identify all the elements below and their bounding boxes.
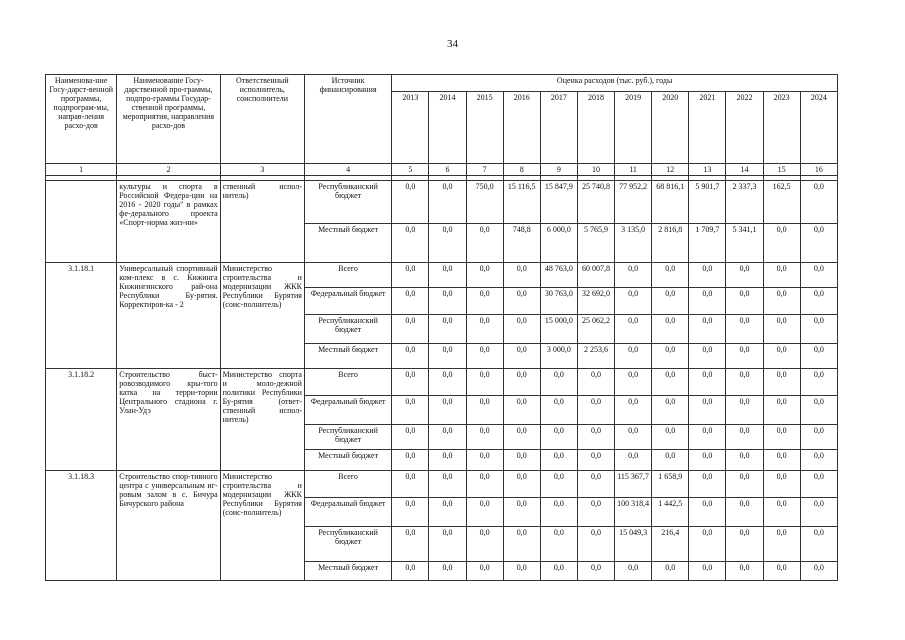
amount-cell: 3 135,0 xyxy=(615,224,652,263)
amount-cell: 0,0 xyxy=(652,288,689,315)
colnum-cell: 5 xyxy=(392,164,429,176)
funding-source: Республиканский бюджет xyxy=(304,315,391,344)
amount-cell: 0,0 xyxy=(689,498,726,527)
measure-code: 3.1.18.2 xyxy=(46,369,117,471)
year-cell: 2017 xyxy=(540,92,577,164)
amount-cell: 0,0 xyxy=(726,369,763,396)
amount-cell: 0,0 xyxy=(429,315,466,344)
colnum-cell: 2 xyxy=(117,164,220,176)
table-row xyxy=(46,263,838,288)
measure-executor: Министерство спорта и моло-дежной политики Республики Бу-рятия (ответ-ственный испол-нитель) xyxy=(220,369,304,471)
amount-cell: 0,0 xyxy=(503,263,540,288)
amount-cell: 0,0 xyxy=(763,344,800,369)
amount-cell: 0,0 xyxy=(392,527,429,562)
amount-cell: 0,0 xyxy=(800,425,837,450)
measure-executor: Министерство строительства и модернизации ЖКК Республики Бурятия (соис-полнитель) xyxy=(220,471,304,581)
amount-cell: 0,0 xyxy=(392,263,429,288)
year-cell: 2019 xyxy=(615,92,652,164)
amount-cell: 0,0 xyxy=(540,498,577,527)
year-cell: 2015 xyxy=(466,92,503,164)
colnum-cell: 10 xyxy=(577,164,614,176)
amount-cell: 0,0 xyxy=(615,315,652,344)
year-cell: 2024 xyxy=(800,92,837,164)
year-cell: 2023 xyxy=(763,92,800,164)
measure-executor: ственный испол-нитель) xyxy=(220,181,304,263)
amount-cell: 0,0 xyxy=(466,527,503,562)
amount-cell: 0,0 xyxy=(429,224,466,263)
amount-cell: 0,0 xyxy=(800,396,837,425)
amount-cell: 0,0 xyxy=(392,396,429,425)
amount-cell: 0,0 xyxy=(763,425,800,450)
funding-source: Федеральный бюджет xyxy=(304,498,391,527)
amount-cell: 0,0 xyxy=(763,471,800,498)
amount-cell: 0,0 xyxy=(689,425,726,450)
colnum-cell: 13 xyxy=(689,164,726,176)
amount-cell: 0,0 xyxy=(615,263,652,288)
amount-cell: 0,0 xyxy=(800,527,837,562)
amount-cell: 0,0 xyxy=(652,450,689,471)
amount-cell: 0,0 xyxy=(429,396,466,425)
amount-cell: 0,0 xyxy=(392,224,429,263)
amount-cell: 0,0 xyxy=(800,263,837,288)
table-row xyxy=(46,181,838,224)
amount-cell: 0,0 xyxy=(466,471,503,498)
amount-cell: 30 763,0 xyxy=(540,288,577,315)
amount-cell: 0,0 xyxy=(763,396,800,425)
colnum-cell: 7 xyxy=(466,164,503,176)
year-cell: 2018 xyxy=(577,92,614,164)
amount-cell: 0,0 xyxy=(392,562,429,581)
amount-cell: 0,0 xyxy=(429,181,466,224)
amount-cell: 0,0 xyxy=(652,315,689,344)
colnum-cell: 6 xyxy=(429,164,466,176)
amount-cell: 0,0 xyxy=(615,288,652,315)
table-body xyxy=(46,75,838,581)
amount-cell: 216,4 xyxy=(652,527,689,562)
amount-cell: 0,0 xyxy=(540,396,577,425)
amount-cell: 0,0 xyxy=(466,369,503,396)
measure-name: Строительство быст-ровозводимого кры-того катка на терри-тории Центрального стадиона г. Улан-Удэ xyxy=(117,369,220,471)
table-row xyxy=(46,369,838,396)
amount-cell: 0,0 xyxy=(615,562,652,581)
amount-cell: 0,0 xyxy=(429,263,466,288)
amount-cell: 0,0 xyxy=(429,562,466,581)
amount-cell: 15 847,9 xyxy=(540,181,577,224)
amount-cell: 60 007,8 xyxy=(577,263,614,288)
amount-cell: 0,0 xyxy=(503,396,540,425)
amount-cell: 0,0 xyxy=(503,562,540,581)
amount-cell: 15 000,0 xyxy=(540,315,577,344)
year-cell: 2013 xyxy=(392,92,429,164)
amount-cell: 0,0 xyxy=(800,450,837,471)
amount-cell: 0,0 xyxy=(503,315,540,344)
amount-cell: 0,0 xyxy=(689,263,726,288)
funding-source: Всего xyxy=(304,471,391,498)
amount-cell: 0,0 xyxy=(726,498,763,527)
amount-cell: 3 000,0 xyxy=(540,344,577,369)
amount-cell: 15 116,5 xyxy=(503,181,540,224)
measure-code: 3.1.18.3 xyxy=(46,471,117,581)
amount-cell: 25 062,2 xyxy=(577,315,614,344)
amount-cell: 15 049,3 xyxy=(615,527,652,562)
amount-cell: 0,0 xyxy=(763,224,800,263)
amount-cell: 0,0 xyxy=(577,396,614,425)
amount-cell: 0,0 xyxy=(726,527,763,562)
amount-cell: 1 658,9 xyxy=(652,471,689,498)
amount-cell: 48 763,0 xyxy=(540,263,577,288)
amount-cell: 0,0 xyxy=(392,181,429,224)
amount-cell: 0,0 xyxy=(726,562,763,581)
amount-cell: 0,0 xyxy=(466,450,503,471)
amount-cell: 0,0 xyxy=(800,562,837,581)
amount-cell: 0,0 xyxy=(540,369,577,396)
amount-cell: 25 740,8 xyxy=(577,181,614,224)
amount-cell: 1 442,5 xyxy=(652,498,689,527)
colnum-cell: 1 xyxy=(46,164,117,176)
measure-executor: Министерство строительства и модернизации ЖКК Республики Бурятия (соис-полнитель) xyxy=(220,263,304,369)
amount-cell: 750,0 xyxy=(466,181,503,224)
colnum-cell: 16 xyxy=(800,164,837,176)
amount-cell: 0,0 xyxy=(800,369,837,396)
year-cell: 2020 xyxy=(652,92,689,164)
amount-cell: 0,0 xyxy=(763,288,800,315)
amount-cell: 0,0 xyxy=(726,315,763,344)
amount-cell: 0,0 xyxy=(503,498,540,527)
amount-cell: 0,0 xyxy=(615,396,652,425)
amount-cell: 77 952,2 xyxy=(615,181,652,224)
amount-cell: 0,0 xyxy=(652,263,689,288)
amount-cell: 0,0 xyxy=(429,344,466,369)
amount-cell: 0,0 xyxy=(466,396,503,425)
amount-cell: 0,0 xyxy=(392,450,429,471)
amount-cell: 0,0 xyxy=(726,471,763,498)
amount-cell: 0,0 xyxy=(652,425,689,450)
amount-cell: 0,0 xyxy=(726,288,763,315)
amount-cell: 0,0 xyxy=(689,288,726,315)
amount-cell: 0,0 xyxy=(689,369,726,396)
colnum-cell: 8 xyxy=(503,164,540,176)
amount-cell: 0,0 xyxy=(726,450,763,471)
colnum-cell: 14 xyxy=(726,164,763,176)
colnum-cell: 15 xyxy=(763,164,800,176)
amount-cell: 0,0 xyxy=(503,527,540,562)
amount-cell: 0,0 xyxy=(689,471,726,498)
header-col1: Наименова-ние Госу-дарст-венной программы, подпрограм-мы, направ-ления расхо-дов xyxy=(46,75,117,164)
amount-cell: 0,0 xyxy=(503,471,540,498)
amount-cell: 0,0 xyxy=(577,498,614,527)
amount-cell: 0,0 xyxy=(763,369,800,396)
amount-cell: 0,0 xyxy=(800,498,837,527)
amount-cell: 2 253,6 xyxy=(577,344,614,369)
funding-source: Федеральный бюджет xyxy=(304,396,391,425)
amount-cell: 0,0 xyxy=(503,288,540,315)
year-cell: 2016 xyxy=(503,92,540,164)
measure-name: Универсальный спортивный ком-плекс в с. Кижинга Кижингинского рай-она Республики Бу-рятия. Корректиров-ка - 2 xyxy=(117,263,220,369)
amount-cell: 0,0 xyxy=(392,288,429,315)
amount-cell: 0,0 xyxy=(392,471,429,498)
amount-cell: 0,0 xyxy=(466,498,503,527)
funding-source: Всего xyxy=(304,263,391,288)
amount-cell: 0,0 xyxy=(392,425,429,450)
amount-cell: 5 341,1 xyxy=(726,224,763,263)
amount-cell: 0,0 xyxy=(800,471,837,498)
amount-cell: 0,0 xyxy=(800,288,837,315)
amount-cell: 0,0 xyxy=(429,471,466,498)
amount-cell: 5 901,7 xyxy=(689,181,726,224)
amount-cell: 0,0 xyxy=(429,498,466,527)
funding-source: Местный бюджет xyxy=(304,344,391,369)
amount-cell: 0,0 xyxy=(540,527,577,562)
amount-cell: 0,0 xyxy=(689,450,726,471)
amount-cell: 0,0 xyxy=(577,527,614,562)
amount-cell: 0,0 xyxy=(763,450,800,471)
amount-cell: 0,0 xyxy=(652,562,689,581)
amount-cell: 0,0 xyxy=(689,315,726,344)
amount-cell: 162,5 xyxy=(763,181,800,224)
amount-cell: 0,0 xyxy=(726,263,763,288)
amount-cell: 0,0 xyxy=(429,450,466,471)
budget-table xyxy=(45,74,838,581)
funding-source: Республиканский бюджет xyxy=(304,181,391,224)
amount-cell: 0,0 xyxy=(800,224,837,263)
amount-cell: 0,0 xyxy=(615,450,652,471)
funding-source: Местный бюджет xyxy=(304,450,391,471)
year-cell: 2022 xyxy=(726,92,763,164)
funding-source: Республиканский бюджет xyxy=(304,425,391,450)
amount-cell: 0,0 xyxy=(689,344,726,369)
measure-code xyxy=(46,181,117,263)
amount-cell: 0,0 xyxy=(429,425,466,450)
amount-cell: 0,0 xyxy=(392,498,429,527)
amount-cell: 0,0 xyxy=(763,315,800,344)
amount-cell: 0,0 xyxy=(503,450,540,471)
amount-cell: 0,0 xyxy=(466,263,503,288)
amount-cell: 0,0 xyxy=(392,369,429,396)
amount-cell: 0,0 xyxy=(429,288,466,315)
funding-source: Всего xyxy=(304,369,391,396)
amount-cell: 0,0 xyxy=(540,450,577,471)
colnum-cell: 4 xyxy=(304,164,391,176)
amount-cell: 0,0 xyxy=(429,527,466,562)
measure-name: Строительство спор-тивного центра с универсальным иг-ровым залом в с. Бичура Бичурского района xyxy=(117,471,220,581)
amount-cell: 115 367,7 xyxy=(615,471,652,498)
amount-cell: 0,0 xyxy=(577,425,614,450)
amount-cell: 0,0 xyxy=(466,224,503,263)
amount-cell: 0,0 xyxy=(726,396,763,425)
amount-cell: 0,0 xyxy=(429,369,466,396)
amount-cell: 0,0 xyxy=(577,450,614,471)
amount-cell: 0,0 xyxy=(392,315,429,344)
amount-cell: 0,0 xyxy=(615,425,652,450)
funding-source: Федеральный бюджет xyxy=(304,288,391,315)
amount-cell: 0,0 xyxy=(392,344,429,369)
amount-cell: 2 816,8 xyxy=(652,224,689,263)
amount-cell: 0,0 xyxy=(615,344,652,369)
amount-cell: 0,0 xyxy=(466,288,503,315)
colnum-cell: 3 xyxy=(220,164,304,176)
amount-cell: 0,0 xyxy=(652,396,689,425)
amount-cell: 0,0 xyxy=(577,471,614,498)
funding-source: Местный бюджет xyxy=(304,224,391,263)
amount-cell: 0,0 xyxy=(689,396,726,425)
colnum-cell: 9 xyxy=(540,164,577,176)
amount-cell: 6 000,0 xyxy=(540,224,577,263)
amount-cell: 0,0 xyxy=(540,562,577,581)
header-col4: Источник финансирования xyxy=(304,75,391,164)
amount-cell: 0,0 xyxy=(466,315,503,344)
amount-cell: 0,0 xyxy=(726,344,763,369)
amount-cell: 2 337,3 xyxy=(726,181,763,224)
amount-cell: 0,0 xyxy=(540,425,577,450)
amount-cell: 0,0 xyxy=(763,263,800,288)
amount-cell: 1 709,7 xyxy=(689,224,726,263)
amount-cell: 0,0 xyxy=(689,527,726,562)
amount-cell: 0,0 xyxy=(577,369,614,396)
amount-cell: 0,0 xyxy=(577,562,614,581)
amount-cell: 0,0 xyxy=(652,344,689,369)
amount-cell: 32 692,0 xyxy=(577,288,614,315)
header-col3: Ответственный исполнитель, соисполнители xyxy=(220,75,304,164)
header-spend: Оценка расходов (тыс. руб.), годы xyxy=(392,75,838,92)
amount-cell: 0,0 xyxy=(726,425,763,450)
page-number: 34 xyxy=(447,38,458,50)
amount-cell: 0,0 xyxy=(615,369,652,396)
amount-cell: 748,8 xyxy=(503,224,540,263)
year-cell: 2021 xyxy=(689,92,726,164)
amount-cell: 100 318,4 xyxy=(615,498,652,527)
colnum-cell: 11 xyxy=(615,164,652,176)
amount-cell: 0,0 xyxy=(503,425,540,450)
colnum-row xyxy=(46,164,838,176)
header-row xyxy=(46,75,838,92)
amount-cell: 0,0 xyxy=(466,425,503,450)
amount-cell: 0,0 xyxy=(466,562,503,581)
amount-cell: 0,0 xyxy=(689,562,726,581)
amount-cell: 0,0 xyxy=(800,181,837,224)
amount-cell: 0,0 xyxy=(763,562,800,581)
amount-cell: 0,0 xyxy=(763,527,800,562)
table-row xyxy=(46,471,838,498)
amount-cell: 0,0 xyxy=(503,344,540,369)
measure-name: культуры и спорта в Российской Федера-ции на 2016 - 2020 годы" в рамках фе-дерального проекта «Спорт-норма жиз-ни» xyxy=(117,181,220,263)
amount-cell: 0,0 xyxy=(466,344,503,369)
funding-source: Местный бюджет xyxy=(304,562,391,581)
year-cell: 2014 xyxy=(429,92,466,164)
colnum-cell: 12 xyxy=(652,164,689,176)
amount-cell: 0,0 xyxy=(503,369,540,396)
funding-source: Республиканский бюджет xyxy=(304,527,391,562)
header-col2: Наименование Госу-дарственной про-граммы, подпро-граммы Государ-ственной программы, мероприятия, направления расхо-дов xyxy=(117,75,220,164)
amount-cell: 0,0 xyxy=(763,498,800,527)
amount-cell: 5 765,9 xyxy=(577,224,614,263)
amount-cell: 0,0 xyxy=(540,471,577,498)
amount-cell: 68 816,1 xyxy=(652,181,689,224)
amount-cell: 0,0 xyxy=(652,369,689,396)
amount-cell: 0,0 xyxy=(800,315,837,344)
amount-cell: 0,0 xyxy=(800,344,837,369)
measure-code: 3.1.18.1 xyxy=(46,263,117,369)
